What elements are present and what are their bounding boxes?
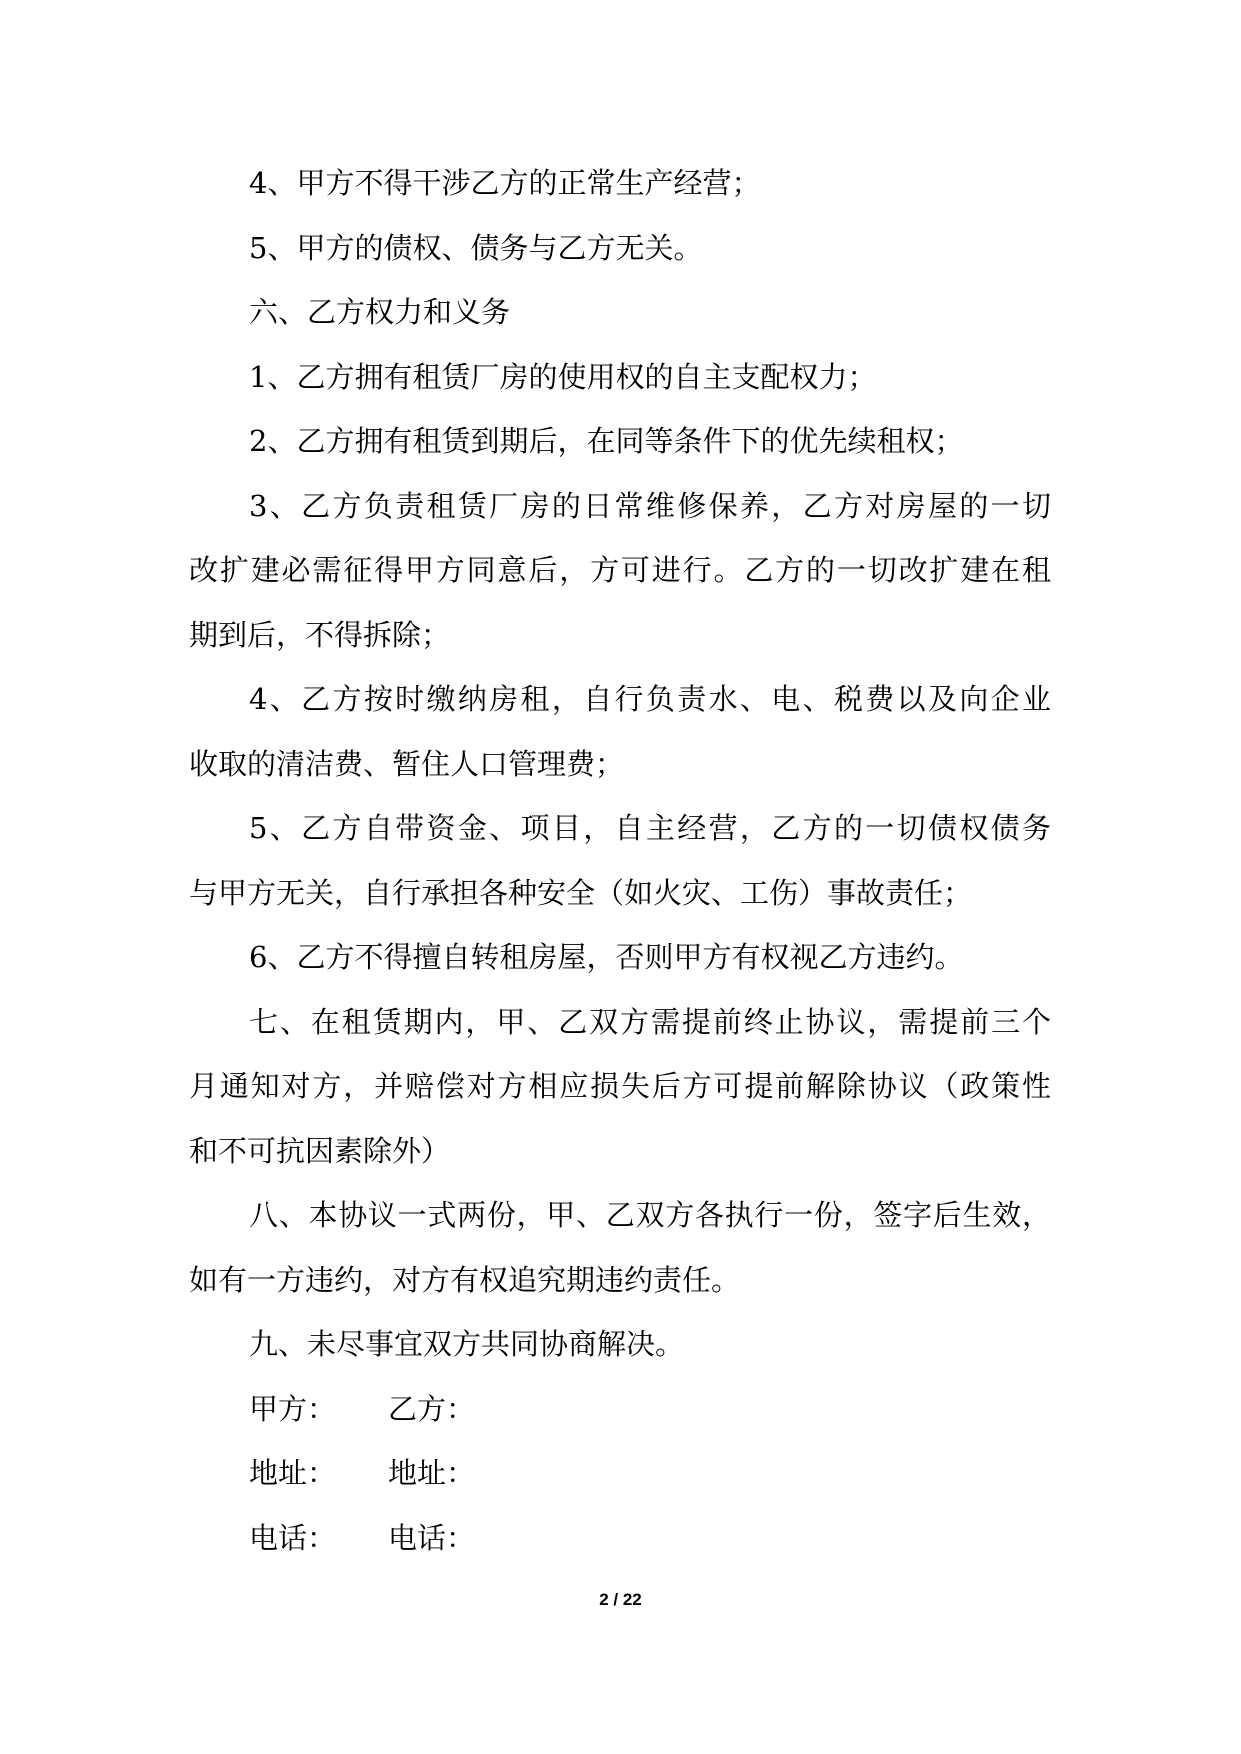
party-b-address-label: 地址： [388,1456,476,1490]
document-body [189,151,1051,1570]
party-b-clause-6 [189,925,1051,990]
party-b-clause-1 [189,345,1051,410]
signature-block [189,1377,1051,1571]
signature-row-address [189,1441,1051,1506]
party-a-phone-label: 电话： [249,1520,337,1555]
party-a-label: 甲方： [249,1391,337,1426]
text-line: 八、本协议一式两份，甲、乙双方各执行一份，签字后生效， [249,1198,1051,1232]
article-8-copies [189,1183,1051,1312]
article-7-termination [189,990,1051,1184]
text-line: 与甲方无关，自行承担各种安全（如火灾、工伤）事故责任； [189,875,973,910]
text-line: 九、未尽事宜双方共同协商解决。 [249,1327,685,1361]
text-line: 收取的清洁费、暂住人口管理费； [189,746,625,781]
article-9-unresolved-matters [189,1312,1051,1377]
party-b-clause-5 [189,796,1051,925]
signature-row-phone [189,1506,1051,1571]
text-line: 月通知对方，并赔偿对方相应损失后方可提前解除协议（政策性 [189,1069,1051,1103]
text-line: 1、乙方拥有租赁厂房的使用权的自主支配权力； [249,359,877,394]
text-line: 3、乙方负责租赁厂房的日常维修保养，乙方对房屋的一切 [249,488,1051,523]
party-a-clause-5 [189,216,1051,281]
text-line: 5、甲方的债权、债务与乙方无关。 [249,230,703,265]
party-b-clause-4 [189,667,1051,796]
text-line: 和不可抗因素除外） [189,1133,451,1168]
party-a-clause-4 [189,151,1051,216]
text-line: 六、乙方权力和义务 [249,295,511,329]
section-heading-party-b-rights [189,280,1051,345]
text-line: 期到后，不得拆除； [189,617,451,652]
text-line: 2、乙方拥有租赁到期后，在同等条件下的优先续租权； [249,424,964,458]
text-line: 如有一方违约，对方有权追究期违约责任。 [189,1262,741,1297]
page-number: 2 / 22 [599,1590,642,1609]
text-line: 5、乙方自带资金、项目，自主经营，乙方的一切债权债务 [249,811,1051,845]
text-line: 4、甲方不得干涉乙方的正常生产经营； [249,166,761,200]
party-b-label: 乙方： [388,1391,476,1426]
text-line: 七、在租赁期内，甲、乙双方需提前终止协议，需提前三个 [249,1004,1051,1039]
text-line: 改扩建必需征得甲方同意后，方可进行。乙方的一切改扩建在租 [189,553,1051,587]
signature-row-party [189,1377,1051,1442]
text-line: 4、乙方按时缴纳房租，自行负责水、电、税费以及向企业 [249,682,1051,716]
party-b-clause-2 [189,409,1051,474]
party-b-phone-label: 电话： [388,1520,476,1555]
party-a-address-label: 地址： [249,1456,337,1490]
party-b-clause-3 [189,474,1051,668]
text-line: 6、乙方不得擅自转租房屋，否则甲方有权视乙方违约。 [249,940,964,974]
